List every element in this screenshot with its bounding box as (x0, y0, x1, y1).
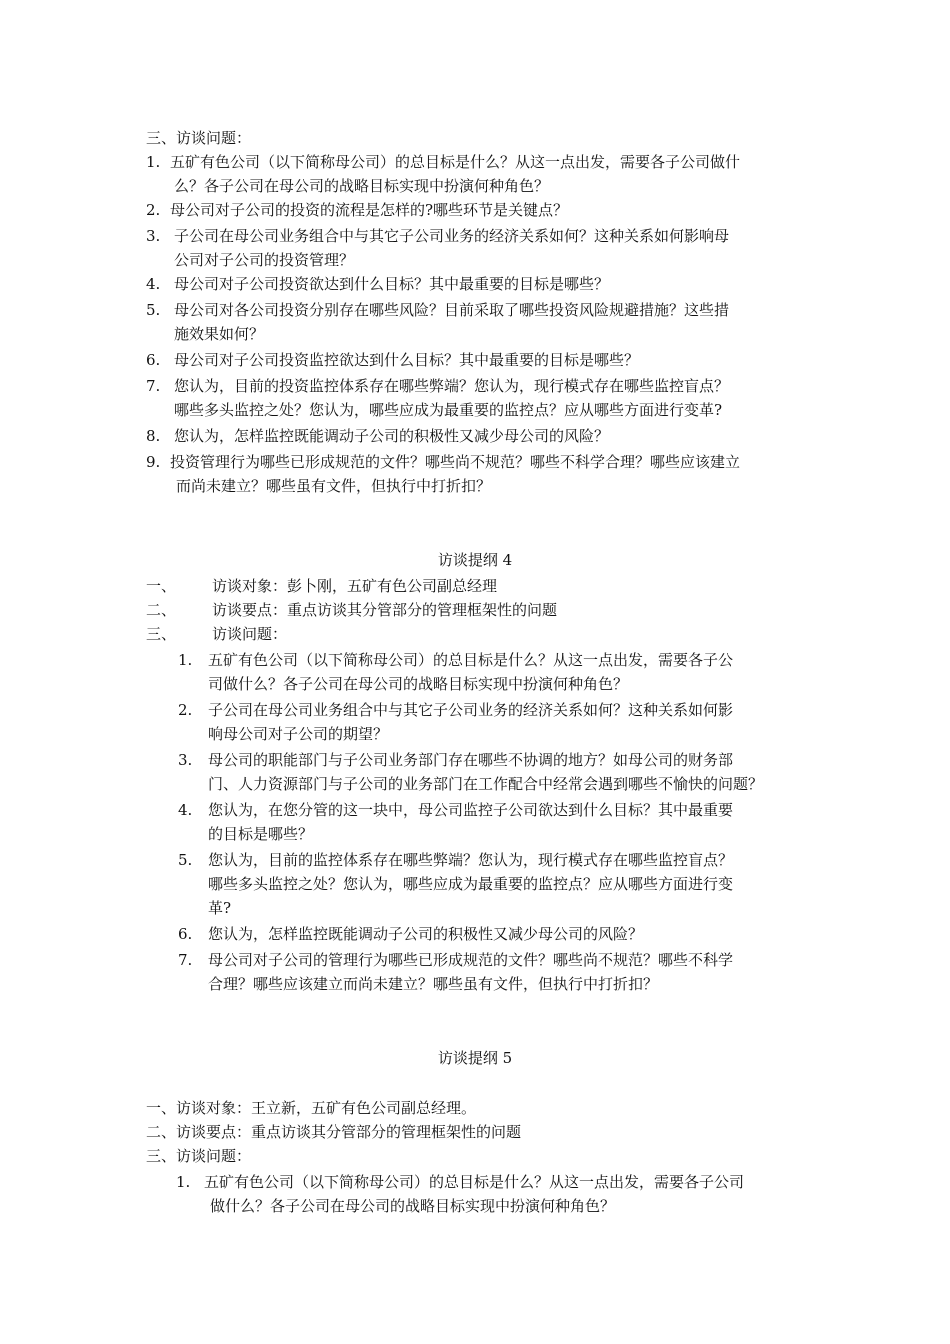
item-text: 五矿有色公司（以下简称母公司）的总目标是什么？从这一点出发，需要各子公司做什 (170, 153, 741, 171)
item-number: 8. (146, 427, 161, 445)
item-number: 7. (146, 377, 161, 395)
item-text: 您认为，在您分管的这一块中，母公司监控子公司欲达到什么目标？其中最重要 (208, 801, 734, 819)
item-number: 6. (178, 925, 193, 943)
item-number: 1. (178, 651, 193, 669)
section2-header-1 (146, 574, 497, 598)
item-text: 么？各子公司在母公司的战略目标实现中扮演何种角色？ (174, 177, 550, 195)
item-number: 4. (178, 801, 193, 819)
item-number: 2. (178, 701, 193, 719)
section3-header-2: 二、访谈要点：重点访谈其分管部分的管理框架性的问题 (146, 1123, 522, 1141)
section2-header-2 (146, 598, 557, 622)
item-text: 母公司的职能部门与子公司业务部门存在哪些不协调的地方？如母公司的财务部 (208, 751, 734, 769)
item-text: 五矿有色公司（以下简称母公司）的总目标是什么？从这一点出发，需要各子公司 (204, 1173, 745, 1191)
item-text: 您认为，目前的投资监控体系存在哪些弊端？您认为，现行模式存在哪些监控盲点？ (174, 377, 730, 395)
item-text: 投资管理行为哪些已形成规范的文件？哪些尚不规范？哪些不科学合理？哪些应该建立 (170, 453, 741, 471)
item-number: 1. (176, 1173, 191, 1191)
item-number: 5. (178, 851, 193, 869)
item-number: 9. (146, 453, 161, 471)
section3-header-3: 三、访谈问题： (146, 1147, 252, 1165)
item-text: 哪些多头监控之处？您认为，哪些应成为最重要的监控点？应从哪些方面进行变革? (174, 401, 723, 419)
item-text: 革? (208, 899, 232, 917)
section3-title: 访谈提纲 5 (437, 1049, 513, 1067)
item-number: 7. (178, 951, 193, 969)
item-text: 公司对子公司的投资管理？ (174, 251, 355, 269)
item-number: 2. (146, 201, 161, 219)
item-text: 施效果如何？ (174, 325, 265, 343)
item-text: 的目标是哪些？ (208, 825, 314, 843)
item-text: 您认为，怎样监控既能调动子公司的积极性又减少母公司的风险？ (174, 427, 610, 445)
section2-title: 访谈提纲 4 (437, 551, 513, 569)
item-number: 6. (146, 351, 161, 369)
header-number: 二、 (146, 601, 177, 619)
item-text: 您认为，怎样监控既能调动子公司的积极性又减少母公司的风险？ (208, 925, 644, 943)
item-text: 而尚未建立？哪些虽有文件，但执行中打折扣？ (176, 477, 492, 495)
header-number: 一、 (146, 577, 177, 595)
item-text: 合理？哪些应该建立而尚未建立？哪些虽有文件，但执行中打折扣？ (208, 975, 659, 993)
item-text: 母公司对子公司投资欲达到什么目标？其中最重要的目标是哪些？ (174, 275, 610, 293)
item-text: 五矿有色公司（以下简称母公司）的总目标是什么？从这一点出发，需要各子公 (208, 651, 734, 669)
item-text: 母公司对子公司投资监控欲达到什么目标？其中最重要的目标是哪些？ (174, 351, 640, 369)
section1-heading: 三、访谈问题： (146, 129, 252, 147)
item-text: 母公司对子公司的管理行为哪些已形成规范的文件？哪些尚不规范？哪些不科学 (208, 951, 734, 969)
item-text: 门、人力资源部门与子公司的业务部门在工作配合中经常会遇到哪些不愉快的问题？ (208, 775, 764, 793)
header-text: 访谈对象：彭卜刚，五矿有色公司副总经理 (212, 577, 498, 595)
header-text: 访谈问题： (212, 625, 288, 643)
item-text: 哪些多头监控之处？您认为，哪些应成为最重要的监控点？应从哪些方面进行变 (208, 875, 734, 893)
section2-header-3 (146, 622, 287, 646)
item-text: 子公司在母公司业务组合中与其它子公司业务的经济关系如何？这种关系如何影响母 (174, 227, 730, 245)
item-text: 做什么？各子公司在母公司的战略目标实现中扮演何种角色？ (210, 1197, 616, 1215)
section3-header-1: 一、访谈对象：王立新，五矿有色公司副总经理。 (146, 1099, 477, 1117)
item-number: 4. (146, 275, 161, 293)
item-number: 3. (146, 227, 161, 245)
item-text: 母公司对各公司投资分别存在哪些风险？目前采取了哪些投资风险规避措施？这些措 (174, 301, 730, 319)
item-text: 响母公司对子公司的期望？ (208, 725, 389, 743)
item-number: 5. (146, 301, 161, 319)
item-text: 子公司在母公司业务组合中与其它子公司业务的经济关系如何？这种关系如何影 (208, 701, 734, 719)
header-number: 三、 (146, 625, 177, 643)
item-text: 母公司对子公司的投资的流程是怎样的?哪些环节是关键点？ (170, 201, 569, 219)
item-number: 3. (178, 751, 193, 769)
item-number: 1. (146, 153, 161, 171)
item-text: 司做什么？各子公司在母公司的战略目标实现中扮演何种角色？ (208, 675, 629, 693)
header-text: 访谈要点：重点访谈其分管部分的管理框架性的问题 (212, 601, 558, 619)
item-text: 您认为，目前的监控体系存在哪些弊端？您认为，现行模式存在哪些监控盲点？ (208, 851, 734, 869)
